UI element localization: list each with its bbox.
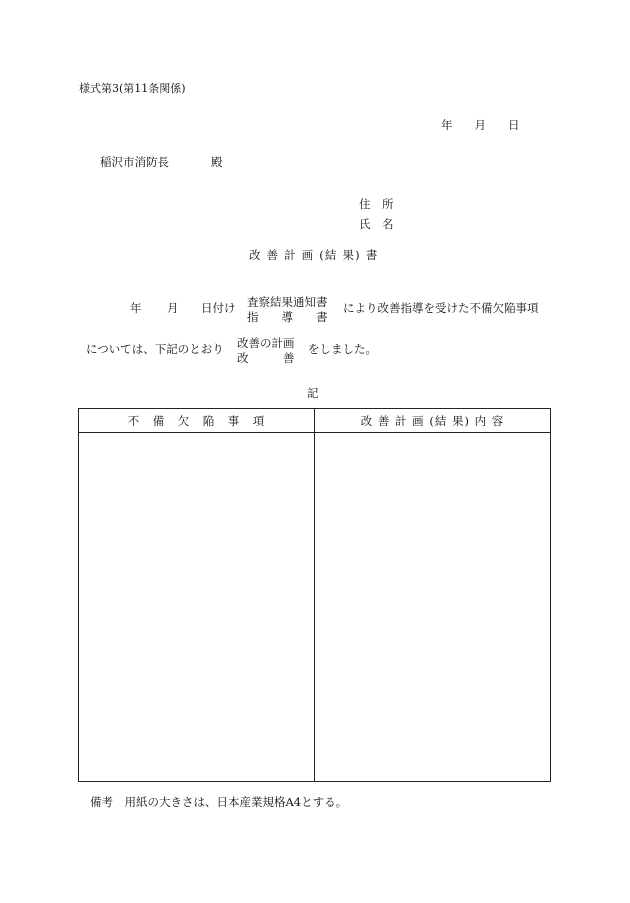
plan-content-entry-area: [315, 433, 551, 782]
improvement-table: [78, 408, 551, 782]
action-option-improvement: 改 善: [237, 351, 295, 365]
document-option-inspection: 査察結果通知書: [247, 295, 328, 309]
date-month: 月: [474, 118, 486, 132]
document-title: 改 善 計 画 (結 果) 書: [249, 248, 379, 262]
statement-line2-suffix: をしました。: [308, 342, 377, 356]
date-year: 年: [441, 118, 453, 132]
statement-after-doc: により改善指導を受けた不備欠陥事項: [343, 301, 539, 315]
column-header-plan-content: 改 善 計 画 (結 果) 内 容: [315, 409, 551, 433]
action-option-plan: 改善の計画: [237, 336, 295, 350]
document-option-guidance: 指 導 書: [247, 310, 328, 324]
name-label: 氏 名: [359, 217, 394, 231]
action-type-options: [237, 336, 295, 366]
addressee: [100, 157, 223, 169]
statement-dated: 日付け: [201, 301, 236, 315]
date-day: 日: [508, 118, 520, 132]
ki-heading: 記: [307, 386, 319, 400]
statement-year: 年: [130, 301, 142, 315]
statement-month: 月: [167, 301, 179, 315]
statement-line2-prefix: については、下記のとおり: [86, 342, 224, 356]
document-type-options: [247, 295, 328, 325]
addressee-honorific: 殿: [211, 155, 223, 169]
addressee-name: 稲沢市消防長: [100, 155, 169, 169]
date-line: [441, 120, 520, 132]
remarks-note: 備考 用紙の大きさは、日本産業規格A4とする。: [90, 795, 348, 809]
address-label: 住 所: [359, 197, 394, 211]
form-number: 様式第3(第11条関係): [79, 82, 186, 95]
column-header-defects: 不 備 欠 陥 事 項: [79, 409, 315, 433]
applicant-block: [359, 194, 394, 234]
defects-entry-area: [79, 433, 315, 782]
